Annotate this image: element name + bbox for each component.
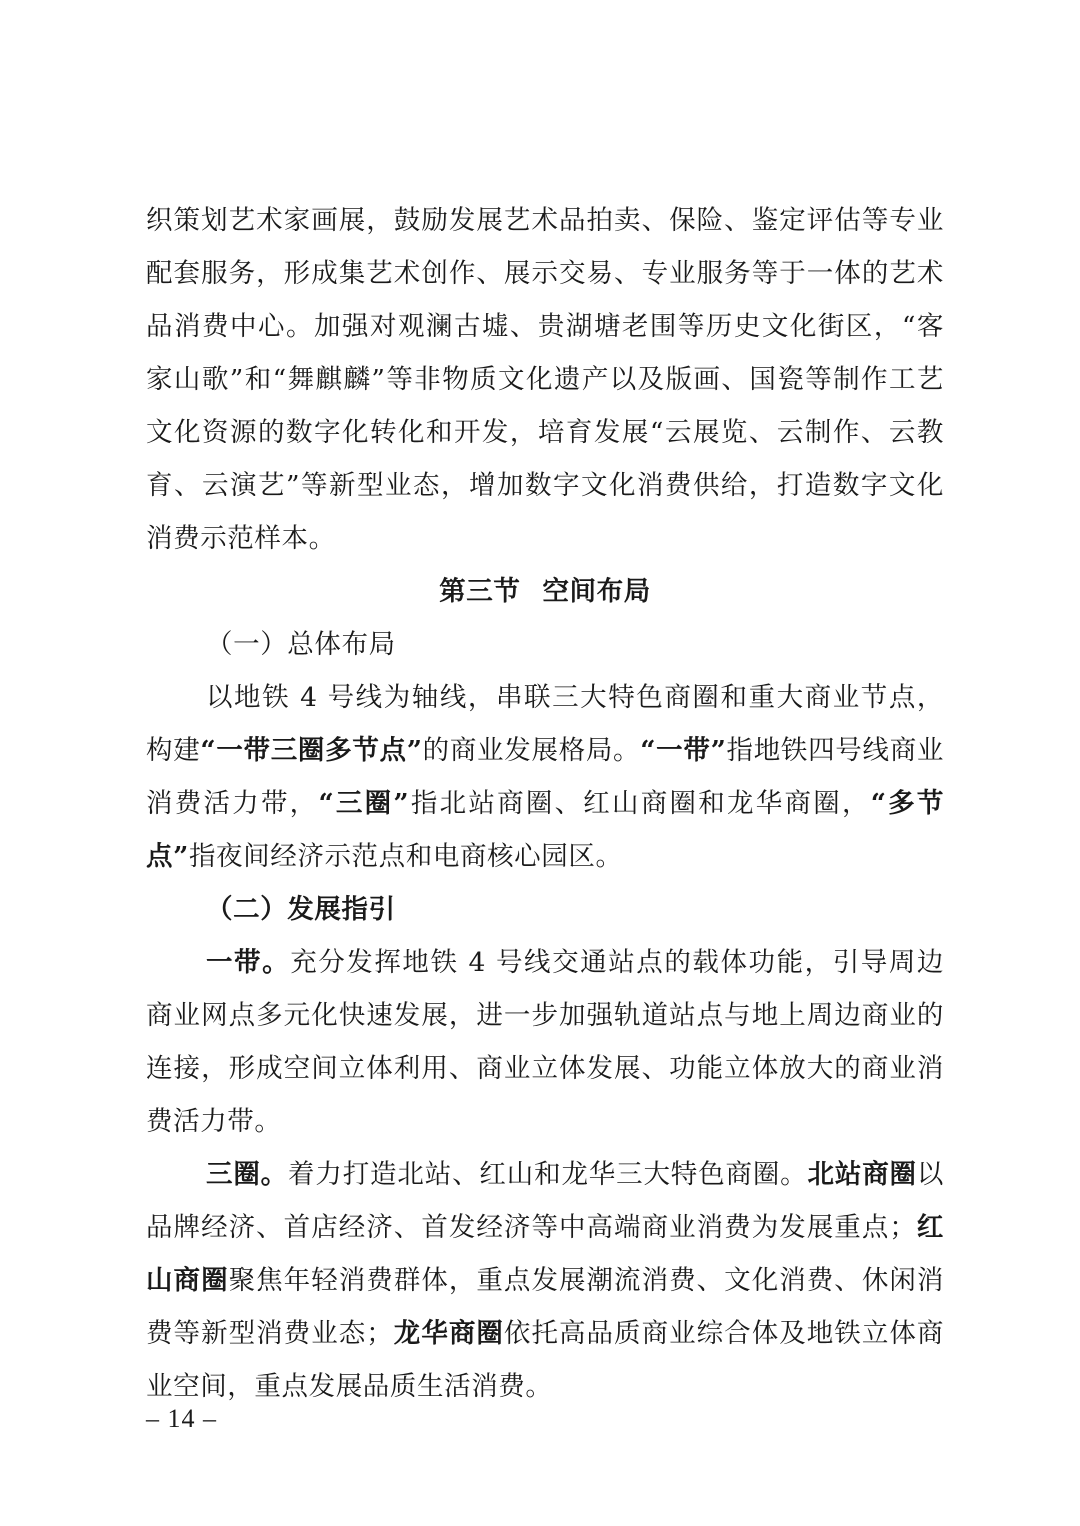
text-run: 充分发挥地铁 4 号线交通站点的载体功能，引导周边商业网点多元化快速发展，进一步加强轨道站点与地上周边商业的连接，形成空间立体利用、商业立体发展、功能立体放大的商业消费活力带。 bbox=[146, 947, 944, 1137]
bold-term: “多节点” bbox=[146, 788, 945, 872]
text-run: 聚焦年轻消费群体，重点发展潮流消费、文化消费、休闲消费等新型消费业态； bbox=[146, 1265, 944, 1349]
section-number: 第三节 bbox=[439, 576, 521, 607]
bold-term: “一带” bbox=[640, 735, 727, 766]
text-run: 着力打造北站、红山和龙华三大特色商圈。 bbox=[288, 1159, 808, 1190]
body-paragraph-continuation: 织策划艺术家画展，鼓励发展艺术品拍卖、保险、鉴定评估等专业配套服务，形成集艺术创作、展示交易、专业服务等于一体的艺术品消费中心。加强对观澜古墟、贵湖塘老围等历史文化街区，“客家山歌”和“舞麒麟”等非物质文化遗产以及版画、国瓷等制作工艺文化资源的数字化转化和开发，培育发展“云展览、云制作、云教育、云演艺”等新型业态，增加数字文化消费供给，打造数字文化消费示范样本。 bbox=[146, 205, 944, 554]
subheading-development-guidance: （二）发展指引 bbox=[206, 894, 396, 925]
bold-term: 龙华商圈 bbox=[393, 1318, 504, 1349]
bold-term: “一带三圈多节点” bbox=[200, 735, 423, 766]
subheading-overall-layout: （一）总体布局 bbox=[206, 629, 396, 660]
text-run: 的商业发展格局。 bbox=[422, 735, 641, 766]
text-run: 指夜间经济示范点和电商核心园区。 bbox=[188, 841, 623, 872]
bold-term: 北站商圈 bbox=[807, 1159, 917, 1190]
section-name: 空间布局 bbox=[542, 576, 651, 607]
page-number: – 14 – bbox=[146, 1404, 217, 1433]
text-run: 依托高品质商业综合体及地铁立体商业空间，重点发展品质生活消费。 bbox=[146, 1318, 944, 1402]
text-run: 以品牌经济、首店经济、首发经济等中高端商业消费为发展重点； bbox=[146, 1159, 944, 1243]
belt-paragraph bbox=[146, 936, 944, 1148]
bold-term: 一带。 bbox=[206, 947, 291, 978]
document-page bbox=[146, 194, 944, 1413]
bold-term: 红山商圈 bbox=[146, 1212, 944, 1296]
circles-paragraph bbox=[146, 1148, 944, 1413]
section-title bbox=[146, 565, 944, 618]
bold-term: “三圈” bbox=[318, 788, 410, 819]
overall-layout-paragraph bbox=[146, 671, 944, 883]
bold-term: 三圈。 bbox=[206, 1159, 289, 1190]
text-run: 指地铁四号线商业消费活力带， bbox=[146, 735, 944, 819]
text-run: 以地铁 4 号线为轴线，串联三大特色商圈和重大商业节点，构建 bbox=[146, 682, 944, 766]
text-run: 指北站商圈、红山商圈和龙华商圈， bbox=[409, 788, 871, 819]
